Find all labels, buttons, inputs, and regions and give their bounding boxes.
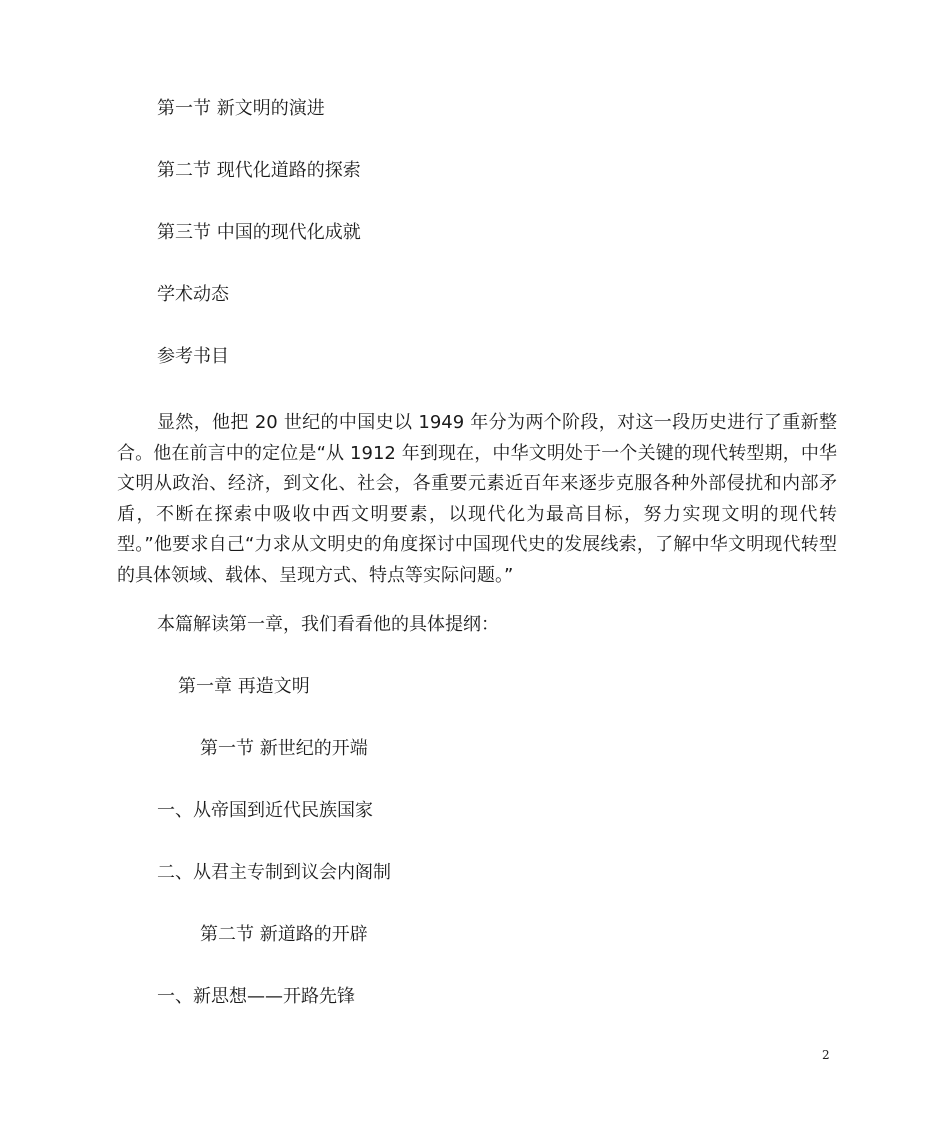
toc-entry-section-2: 第二节 现代化道路的探索 — [157, 160, 361, 181]
section-2-item-1: 一、新思想——开路先锋 — [157, 986, 355, 1007]
section-2-title: 第二节 新道路的开辟 — [200, 924, 368, 945]
body-paragraph: 显然，他把 20 世纪的中国史以 1949 年分为两个阶段，对这一段历史进行了重新整合。他在前言中的定位是“从 1912 年到现在，中华文明处于一个关键的现代转型期，中华文明从政治、经济，到文化、社会，各重要元素近百年来逐步克服各种外部侵扰和内部矛盾，不断在探索中吸收中西文明要素，以现代化为最高目标，努力实现文明的现代转型。”他要求自己“力求从文明史的角度探讨中国现代史的发展线索，了解中华文明现代转型的具体领域、载体、呈现方式、特点等实际问题。” — [117, 412, 837, 586]
section-1-item-1: 一、从帝国到近代民族国家 — [157, 800, 373, 821]
toc-entry-section-3: 第三节 中国的现代化成就 — [157, 222, 361, 243]
intro-line: 本篇解读第一章，我们看看他的具体提纲： — [157, 614, 499, 635]
page-number: 2 — [822, 1048, 830, 1062]
toc-entry-section-1: 第一节 新文明的演进 — [157, 98, 325, 119]
toc-entry-bibliography: 参考书目 — [157, 346, 229, 367]
toc-entry-academic-trends: 学术动态 — [157, 284, 229, 305]
section-1-title: 第一节 新世纪的开端 — [200, 738, 368, 759]
chapter-title: 第一章 再造文明 — [178, 676, 310, 697]
section-1-item-2: 二、从君主专制到议会内阁制 — [157, 862, 391, 883]
